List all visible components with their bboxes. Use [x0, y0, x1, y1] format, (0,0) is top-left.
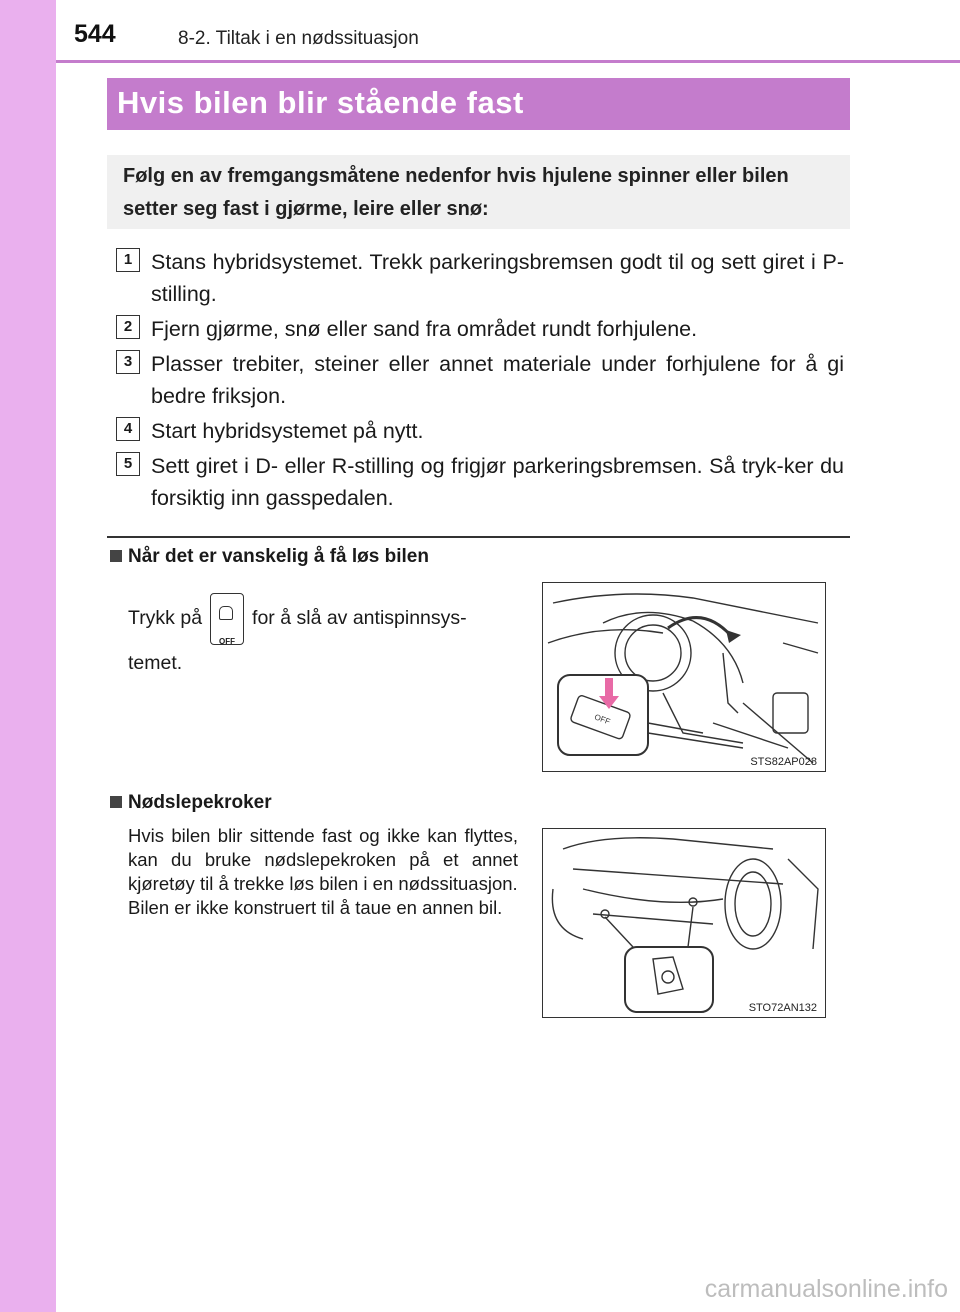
- header-rule: [56, 60, 960, 63]
- step-text: Sett giret i D- eller R-stilling og frigjør parkeringsbremsen. Så tryk-ker du forsiktig inn gasspedalen.: [151, 454, 844, 510]
- title-bar: [107, 78, 850, 130]
- figure-traction-switch: [542, 582, 826, 772]
- hook-description: [128, 824, 518, 920]
- section-reference: 8-2. Tiltak i en nødssituasjon: [178, 28, 419, 49]
- intro-text: Følg en av fremgangsmåtene nedenfor hvis hjulene spinner eller bilen setter seg fast i gjørme, leire eller snø:: [123, 165, 789, 220]
- step-text: Fjern gjørme, snø eller sand fra området rundt forhjulene.: [151, 317, 698, 341]
- traction-instructions: [128, 593, 520, 681]
- figure-code: STO72AN132: [748, 1002, 817, 1014]
- off-label: OFF: [219, 637, 236, 646]
- step-text: Plasser trebiter, steiner eller annet materiale under forhjulene for å gi bedre friksjon.: [151, 352, 844, 408]
- step-number: 1: [116, 248, 140, 272]
- car-skid-icon: [219, 606, 233, 620]
- step-item: [116, 450, 844, 514]
- step-item: [116, 313, 844, 345]
- step-text: Stans hybridsystemet. Trekk parkeringsbremsen godt til og sett giret i P-stilling.: [151, 250, 844, 306]
- step-item: [116, 348, 844, 412]
- square-bullet-icon: [110, 550, 122, 562]
- watermark: carmanualsonline.info: [704, 1275, 948, 1303]
- traction-control-off-icon: [210, 593, 244, 645]
- hook-text-paragraph: Hvis bilen blir sittende fast og ikke kan flyttes, kan du bruke nødslepekroken på et annet kjøretøy til å trekke løs bilen i en nødssituasjon.: [128, 825, 518, 894]
- page-title: Hvis bilen blir stående fast: [117, 85, 524, 120]
- underbody-illustration: [543, 829, 824, 1016]
- dashboard-illustration: [543, 583, 824, 770]
- page-number: 544: [74, 20, 116, 48]
- figure-code: STS82AP028: [750, 756, 817, 768]
- subheading-hooks: Nødslepekroker: [110, 792, 272, 814]
- subheading-difficult: Når det er vanskelig å få løs bilen: [110, 546, 429, 568]
- intro-box: [107, 155, 850, 229]
- step-number: 3: [116, 350, 140, 374]
- instruction-text-before: Trykk på: [128, 607, 203, 630]
- step-number: 4: [116, 417, 140, 441]
- step-item: [116, 246, 844, 310]
- step-text: Start hybridsystemet på nytt.: [151, 419, 424, 443]
- figure-tow-hook: [542, 828, 826, 1018]
- svg-text:OFF: OFF: [593, 712, 612, 727]
- section-rule: [107, 536, 850, 538]
- step-number: 2: [116, 315, 140, 339]
- instruction-text-after: for å slå av antispinnsys-temet.: [128, 607, 467, 674]
- square-bullet-icon: [110, 796, 122, 808]
- step-number: 5: [116, 452, 140, 476]
- hook-text-note: Bilen er ikke konstruert til å taue en annen bil.: [128, 897, 503, 918]
- steps-list: [116, 246, 844, 517]
- step-item: [116, 415, 844, 447]
- side-band: [0, 0, 56, 1312]
